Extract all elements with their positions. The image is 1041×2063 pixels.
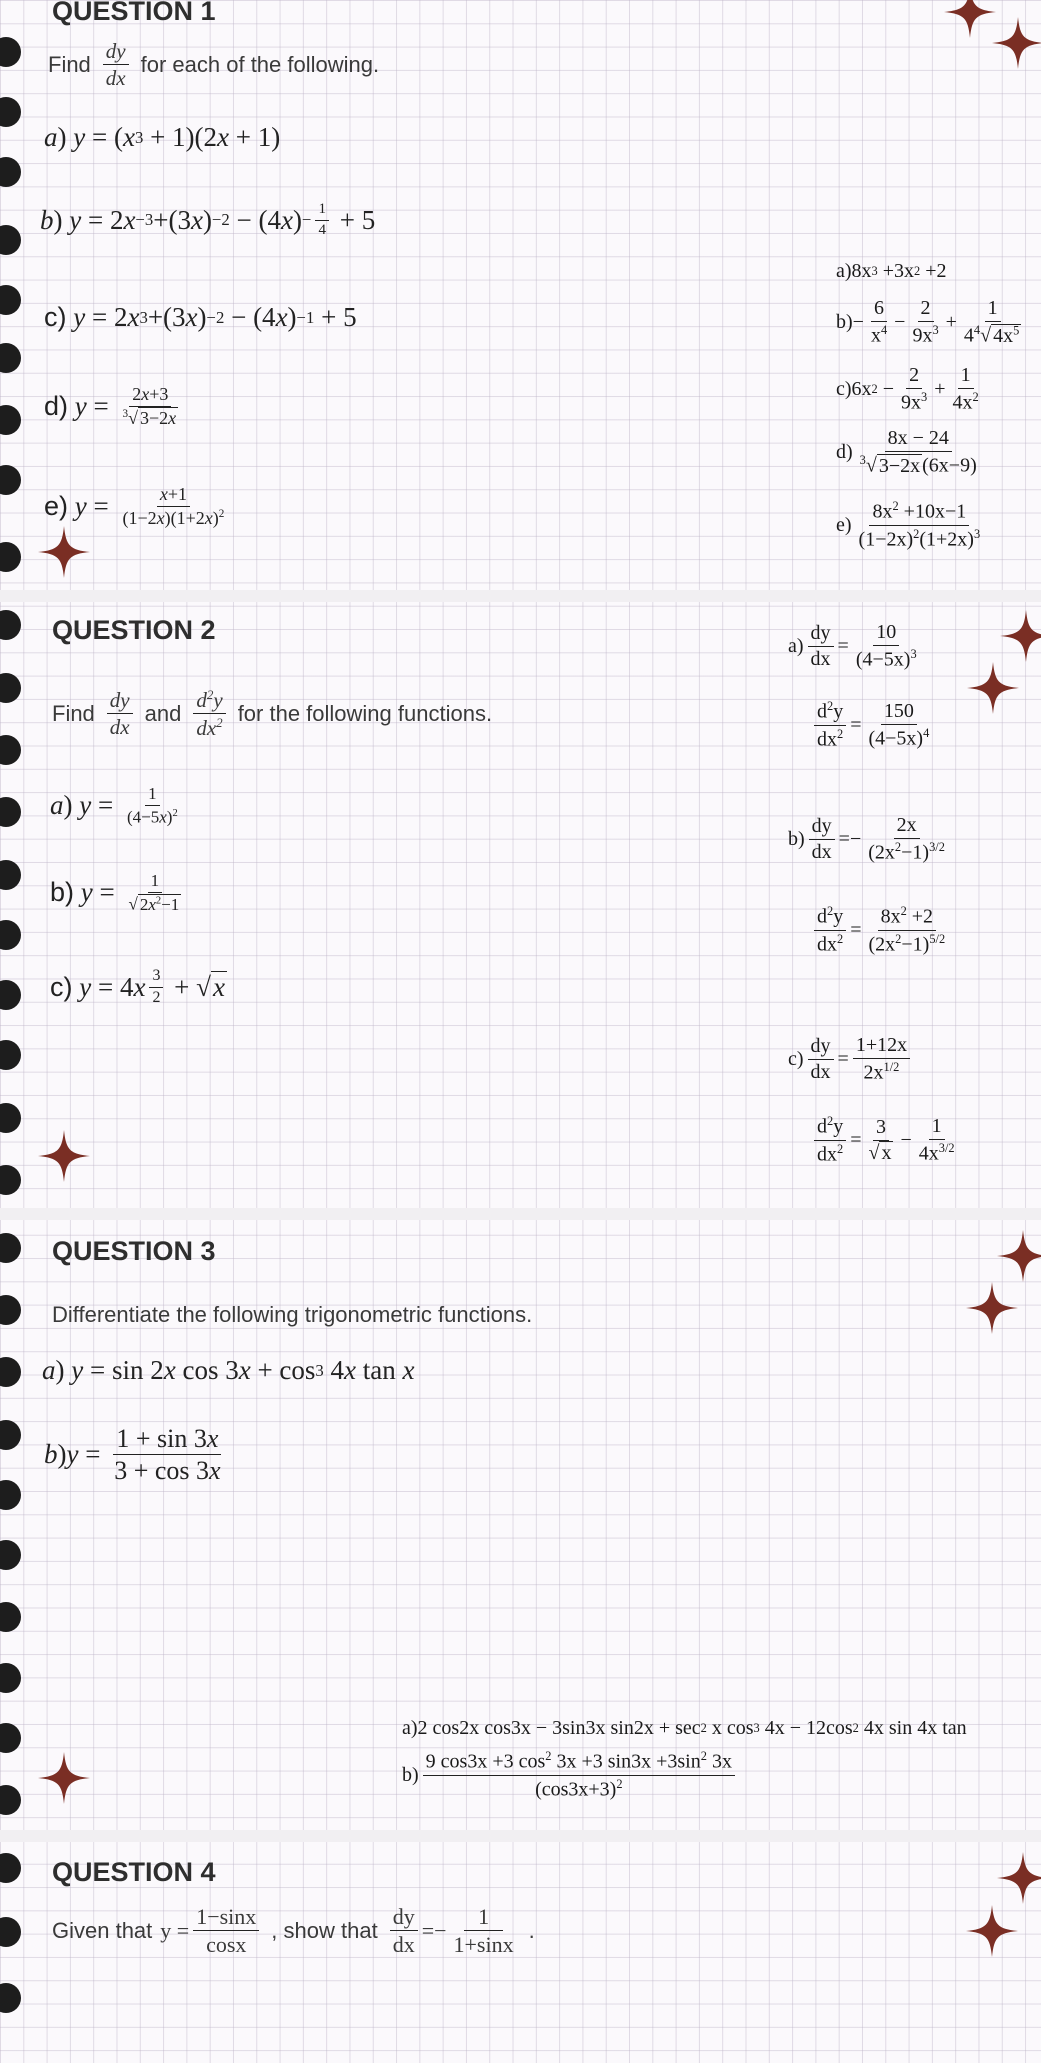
binder-hole — [0, 610, 21, 640]
star-decoration-icon — [1000, 610, 1041, 662]
q1-answer-b: b)− $\frac{6}{x^4}$ − $\frac{2}{9x^3}$ + $\frac{1}{4^4√ 4x^5}$ — [836, 297, 1020, 347]
star-decoration-icon — [966, 1905, 1018, 1957]
question-4-title: QUESTION 4 — [52, 1857, 216, 1887]
q3-answer-b: b) $\frac{9 \cos 3x +3 \cos^2 3x +3 \sin 3x +3\sin^2 3x}{(\cos 3x+3)^2}$ — [402, 1750, 739, 1800]
star-decoration-icon — [967, 662, 1019, 714]
binder-hole — [0, 797, 21, 827]
star-decoration-icon — [997, 1852, 1041, 1904]
binder-hole — [0, 1917, 21, 1947]
binder-hole — [0, 1480, 21, 1510]
binder-hole — [0, 405, 21, 435]
section-divider — [0, 1830, 1041, 1842]
binder-hole — [0, 920, 21, 950]
question-3-title: QUESTION 3 — [52, 1236, 216, 1266]
binder-hole — [0, 285, 21, 315]
binder-hole — [0, 465, 21, 495]
q1-answer-d: d) $\frac{8x - 24}{^3√ 3-2x (6x-9)}$ — [836, 427, 977, 477]
binder-hole — [0, 1540, 21, 1570]
q2-item-b: b) y = $\frac{1}{√ 2x^2-1}$ — [50, 871, 180, 914]
binder-hole — [0, 1233, 21, 1263]
question-2-instruction: Find $\frac{dy}{dx}$ and $\frac{d^2y}{dx^2}$ for the following functions. — [52, 687, 493, 741]
q2-item-c: c) y = 4 x $\frac{3}{2}$ + √ x — [50, 967, 225, 1006]
q3-item-b: b ) y = $\frac{1 + \sin 3x}{3 + \cos 3x}$ — [44, 1424, 221, 1486]
binder-hole — [0, 1357, 21, 1387]
star-decoration-icon — [966, 1282, 1018, 1334]
binder-hole — [0, 980, 21, 1010]
dy-dx-fraction: $\frac{dy}{dx}$ — [103, 40, 129, 89]
star-decoration-icon — [992, 17, 1041, 69]
binder-hole — [0, 1983, 21, 2013]
q1-item-c: c) y = 2 x 3 +(3 x ) −2 − (4 x ) −1 + 5 — [44, 302, 357, 332]
binder-hole — [0, 1853, 21, 1883]
q2-item-a: a ) y = $\frac{1}{(4-5x)^2}$ — [50, 784, 178, 827]
q1-answer-a: a)8x 3 +3x 2 +2 — [836, 260, 947, 282]
binder-hole — [0, 1165, 21, 1195]
binder-hole — [0, 1420, 21, 1450]
question-4-statement: Given that y = $\frac{1-\sin x}{\cos x}$ , show that $\frac{dy}{dx}$ =− $\frac{1}{1+\sin x}$ . — [52, 1904, 535, 1958]
binder-hole — [0, 157, 21, 187]
star-decoration-icon — [944, 0, 996, 38]
section-divider — [0, 590, 1041, 602]
question-2-title: QUESTION 2 — [52, 615, 216, 645]
binder-hole — [0, 735, 21, 765]
d2y-dx2-fraction: $\frac{d^2y}{dx^2}$ — [193, 688, 225, 739]
q1-answer-c: c)6x 2 − $\frac{2}{9x^3}$ + $\frac{1}{4x^2}$ — [836, 364, 979, 414]
q1-item-a: a ) y = ( x 3 + 1)(2 x + 1) — [44, 122, 281, 152]
star-decoration-icon — [38, 1752, 90, 1804]
y-expression: y = $\frac{1-\sin x}{\cos x}$ — [160, 1905, 263, 1956]
q2-answer-c-first: c) $\frac{dy}{dx}$ = $\frac{1+12x}{2x^{1/2}}$ — [788, 1035, 914, 1084]
binder-hole — [0, 542, 21, 572]
derivative-expression: $\frac{dy}{dx}$ =− $\frac{1}{1+\sin x}$ — [386, 1905, 521, 1956]
binder-hole — [0, 1103, 21, 1133]
question-3-instruction: Differentiate the following trigonometric functions. — [52, 1302, 533, 1327]
question-1-title: QUESTION 1 — [52, 0, 216, 26]
binder-hole — [0, 1723, 21, 1753]
binder-hole — [0, 1785, 21, 1815]
binder-hole — [0, 225, 21, 255]
q1-item-e: e) y = $\frac{x+1}{(1-2x)(1+2x)^2}$ — [44, 484, 225, 528]
dy-dx-fraction: $\frac{dy}{dx}$ — [107, 689, 133, 738]
binder-hole — [0, 1040, 21, 1070]
section-divider — [0, 1208, 1041, 1220]
q2-answer-b-second: $\frac{d^2y}{dx^2}$ = $\frac{8x^2 +2}{(2x^2-1)^{5/2}}$ — [810, 905, 952, 955]
q2-answer-b-first: b) $\frac{dy}{dx}$ =− $\frac{2x}{(2x^2-1)^{3/2}}$ — [788, 814, 945, 864]
binder-hole — [0, 37, 21, 67]
q2-answer-c-second: $\frac{d^2y}{dx^2}$ = $\frac{3}{√ x}$ − $\frac{1}{4x^{3/2}}$ — [810, 1115, 962, 1165]
q2-answer-a-second: $\frac{d^2y}{dx^2}$ = $\frac{150}{(4-5x)^4}$ — [810, 700, 936, 750]
binder-hole — [0, 1295, 21, 1325]
binder-hole — [0, 673, 21, 703]
binder-hole — [0, 97, 21, 127]
q1-item-d: d) y = $\frac{2x+3}{^3√ 3-2x}$ — [44, 384, 177, 428]
binder-hole — [0, 343, 21, 373]
q1-item-b: b ) y = 2 x −3 +(3 x ) −2 − (4 x ) − $\frac{1}{4}$ + 5 — [40, 201, 376, 238]
star-decoration-icon — [38, 526, 90, 578]
binder-hole — [0, 1663, 21, 1693]
q3-item-a: a ) y = sin 2 x cos 3 x + cos 3 4 x tan x — [42, 1355, 415, 1385]
q1-answer-e: e) $\frac{8x^2 +10x-1}{(1-2x)^2(1+2x)^3}$ — [836, 499, 981, 551]
binder-hole — [0, 860, 21, 890]
question-1-instruction: Find $\frac{dy}{dx}$ for each of the following. — [48, 39, 380, 91]
star-decoration-icon — [997, 1230, 1041, 1282]
q3-answer-a: a)2 cos2x cos3x − 3sin3x sin2x + sec 2 x cos 3 4x − 12cos 2 4x sin 4x tan — [402, 1717, 967, 1739]
q2-answer-a-first: a) $\frac{dy}{dx}$ = $\frac{10}{(4-5x)^3}$ — [788, 621, 917, 671]
star-decoration-icon — [38, 1130, 90, 1182]
binder-hole — [0, 1602, 21, 1632]
